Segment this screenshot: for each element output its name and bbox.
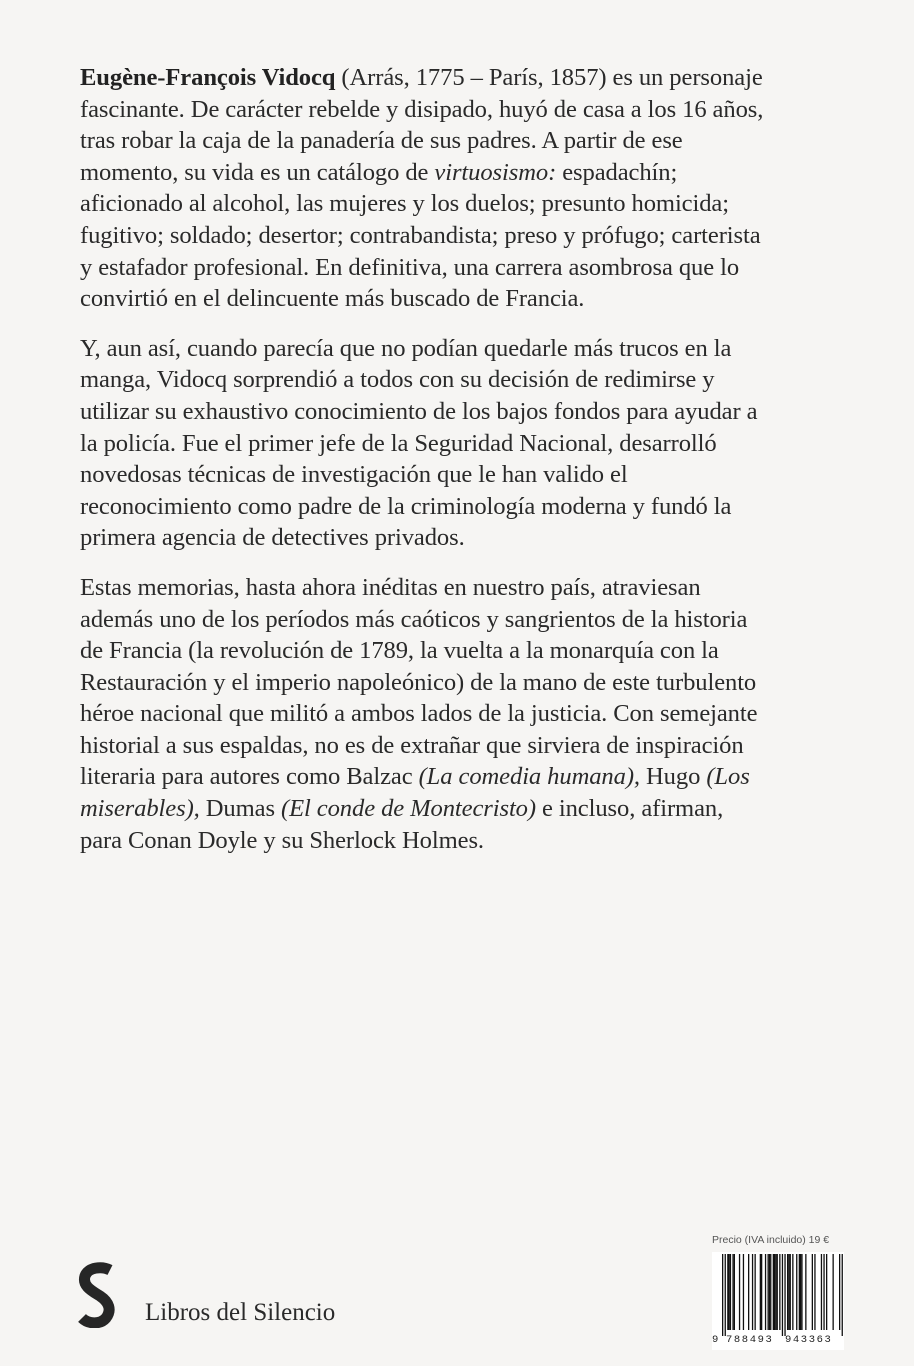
barcode-bars bbox=[712, 1254, 844, 1336]
barcode-bar bbox=[823, 1254, 824, 1330]
blurb-text: Dumas bbox=[199, 795, 281, 823]
barcode-bar bbox=[727, 1254, 728, 1330]
barcode-bar bbox=[826, 1254, 827, 1330]
barcode-bar bbox=[775, 1254, 776, 1330]
barcode-bar bbox=[821, 1254, 822, 1330]
barcode-bar bbox=[779, 1254, 780, 1330]
s-letter-logo-icon bbox=[76, 1262, 120, 1328]
barcode-bar bbox=[773, 1254, 774, 1330]
barcode-bar bbox=[842, 1254, 843, 1336]
barcode-digits bbox=[712, 1334, 844, 1348]
author-name: Eugène-François Vidocq bbox=[80, 64, 336, 91]
barcode-bar bbox=[760, 1254, 761, 1330]
barcode-left-digits: 788493 bbox=[726, 1334, 774, 1346]
blurb-paragraph-3 bbox=[80, 572, 770, 856]
barcode-bar bbox=[748, 1254, 749, 1330]
blurb-paragraph-2: Y, aun así, cuando parecía que no podían quedarle más trucos en la manga, Vidocq sorprendió a todos con su decisión de redimirse y utilizar su exhaustivo conocimiento de los bajos fondos para ayudar a la policía. Fue el primer jefe de la Seguridad Nacional, desarrolló novedosas técnicas de investigación que le han valido el reconocimiento como padre de la criminología moderna y fundó la primera agencia de detectives privados. bbox=[80, 334, 758, 552]
barcode-bar bbox=[722, 1254, 723, 1336]
blurb-text: Estas memorias, hasta ahora inéditas en nuestro país, atraviesan además uno de los períodos más caóticos y sangrientos de la historia de Francia (la revolución de 1789, la vuelta a la monarquía con la Restauración y el imperio napoleónico) de la mano de este turbulento héroe nacional que militó a ambos lados de la justicia. Con semejante historial a sus espaldas, no es de extrañar que sirviera de inspiración literaria para autores como Balzac bbox=[80, 573, 758, 791]
barcode-bar bbox=[765, 1254, 766, 1330]
blurb-text: e incluso, afirman, para Conan Doyle y su Sherlock Holmes. bbox=[80, 795, 724, 854]
barcode-bar bbox=[768, 1254, 769, 1330]
barcode-bar bbox=[800, 1254, 801, 1330]
barcode-bar bbox=[814, 1254, 815, 1330]
barcode-bar bbox=[784, 1254, 785, 1336]
isbn-barcode bbox=[712, 1252, 844, 1350]
barcode-bar bbox=[755, 1254, 756, 1330]
barcode-bar bbox=[730, 1254, 731, 1330]
barcode-bar bbox=[732, 1254, 733, 1330]
blurb-text: espadachín; aficionado al alcohol, las mujeres y los duelos; presunto homicida; fugitivo; soldado; desertor; contrabandista; preso y prófugo; carterista y estafador profesional. En definitiva, una carrera asombrosa que lo convirtió en el delincuente más buscado de Francia. bbox=[80, 158, 761, 313]
barcode-bar bbox=[799, 1254, 800, 1330]
back-cover-blurb bbox=[80, 62, 770, 874]
barcode-bar bbox=[743, 1254, 744, 1330]
blurb-paragraph-1 bbox=[80, 62, 770, 315]
barcode-bar bbox=[725, 1254, 726, 1336]
barcode-bar bbox=[752, 1254, 753, 1330]
barcode-bar bbox=[812, 1254, 813, 1330]
barcode-bar bbox=[739, 1254, 740, 1330]
barcode-bar bbox=[833, 1254, 834, 1330]
barcode-bar bbox=[774, 1254, 775, 1330]
barcode-bar bbox=[770, 1254, 771, 1330]
barcode-bar bbox=[729, 1254, 730, 1330]
barcode-bar bbox=[801, 1254, 802, 1330]
blurb-text: (Arrás, 1775 – París, 1857) es un personaje fascinante. De carácter rebelde y disipado, huyó de casa a los 16 años, tras robar la caja de la panadería de sus padres. A partir de ese momento, su vida es un catálogo de bbox=[80, 64, 764, 186]
barcode-bar bbox=[839, 1254, 840, 1330]
work-title: (La comedia humana), bbox=[418, 763, 640, 791]
barcode-bar bbox=[787, 1254, 788, 1330]
barcode-right-digits: 943363 bbox=[785, 1334, 833, 1346]
barcode-bar bbox=[734, 1254, 735, 1330]
barcode-bar bbox=[769, 1254, 770, 1330]
blurb-italic: virtuosismo: bbox=[434, 158, 557, 186]
barcode-bar bbox=[782, 1254, 783, 1336]
barcode-bar bbox=[788, 1254, 789, 1330]
barcode-first-digit: 9 bbox=[712, 1334, 719, 1346]
barcode-bar bbox=[777, 1254, 778, 1330]
barcode-bar bbox=[761, 1254, 762, 1330]
price-label: Precio (IVA incluido) 19 € bbox=[712, 1234, 830, 1246]
publisher-name: Libros del Silencio bbox=[145, 1299, 336, 1326]
work-title: (El conde de Montecristo) bbox=[281, 795, 536, 823]
barcode-bar bbox=[805, 1254, 806, 1330]
barcode-bar bbox=[790, 1254, 791, 1330]
barcode-bar bbox=[792, 1254, 793, 1330]
blurb-text: Hugo bbox=[639, 763, 707, 791]
work-title: (Los miserables), bbox=[80, 763, 750, 823]
barcode-bar bbox=[796, 1254, 797, 1330]
